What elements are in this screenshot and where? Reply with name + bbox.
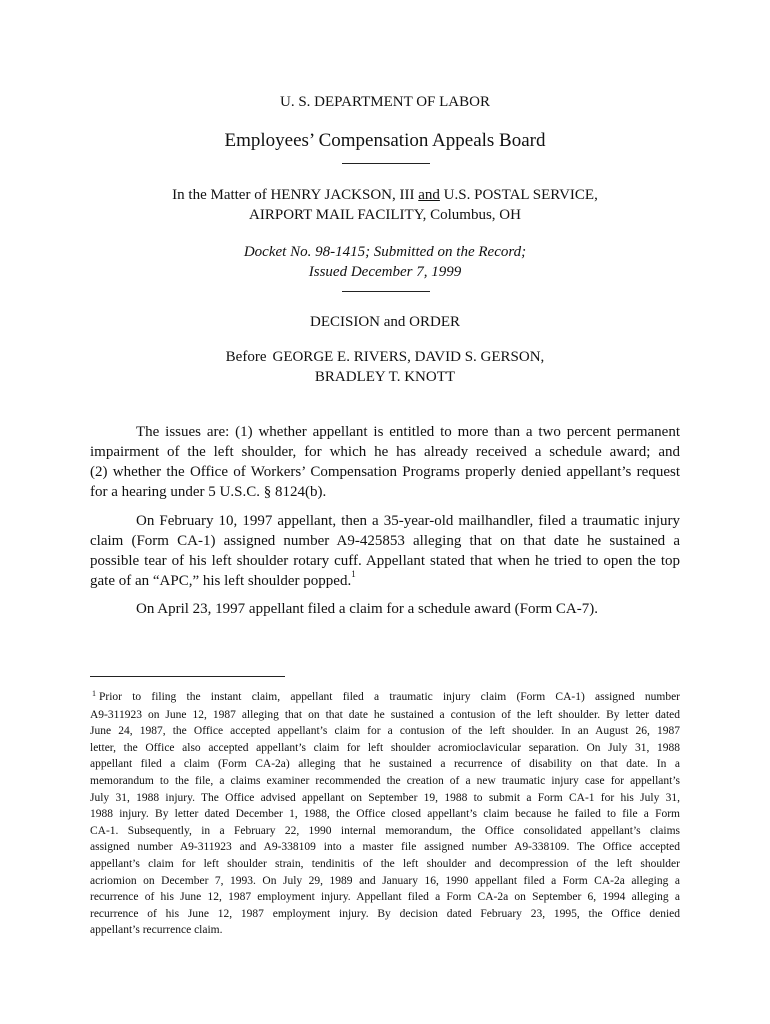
paragraph-line: The issues are: (1) whether appellant is entitled to more than a two percent permanent bbox=[136, 424, 680, 440]
paragraph-claim bbox=[90, 511, 680, 591]
docket-info bbox=[0, 242, 770, 282]
footnote-line: $^1$ Prior to filing the instant claim, appellant filed a traumatic injury claim (Form CA-1) assigned number bbox=[92, 689, 680, 703]
decision-title: DECISION and ORDER bbox=[310, 314, 460, 330]
footnote bbox=[90, 689, 680, 939]
footnote-line: letter, the Office also accepted appellant’s claim for left shoulder acromioclavicular separation. On July 31, 1988 bbox=[90, 741, 680, 754]
footnote-line: assigned number A9-311923 and A9-338109 into a master file assigned number A9-338109. The Office accepted bbox=[90, 841, 680, 854]
paragraph-line: possible tear of his left shoulder rotary cuff. Appellant stated that when he tried to open the top bbox=[90, 553, 680, 569]
title-divider bbox=[342, 163, 430, 164]
paragraph-line: gate of an “APC,” his left shoulder popped.$^1$ bbox=[90, 569, 356, 589]
footnote-line: June 24, 1987, the Office accepted appellant’s claim for a contusion of the left shoulder. In an August 26, 1987 bbox=[90, 725, 680, 738]
footnote-mark: 1 bbox=[92, 689, 96, 698]
case-caption-line-1: In the Matter of HENRY JACKSON, III and U.S. POSTAL SERVICE, bbox=[172, 187, 598, 203]
footnote-line: acriomion on December 7, 1993. On July 29, 1989 and January 16, 1990 appellant filed a Form CA-2a alleging a bbox=[90, 874, 680, 887]
panel-line-1: Before GEORGE E. RIVERS, DAVID S. GERSON, bbox=[225, 349, 545, 365]
case-caption-line-2: AIRPORT MAIL FACILITY, Columbus, OH bbox=[249, 207, 521, 223]
docket-line-1: Docket No. 98-1415; Submitted on the Record; bbox=[243, 244, 527, 260]
footnote-line: CA-1. Subsequently, in a February 22, 1990 internal memorandum, the Office consolidated appellant’s claims bbox=[90, 824, 680, 837]
underlined-and: and bbox=[418, 187, 440, 203]
agency-heading: U. S. DEPARTMENT OF LABOR bbox=[280, 94, 490, 110]
footnote-line: appellant filed a claim (Form CA-2a) alleging that he sustained a recurrence of disability on that date. In a bbox=[90, 758, 680, 771]
footnote-line: appellant’s recurrence claim. bbox=[90, 924, 223, 937]
footnote-reference[interactable]: 1 bbox=[351, 569, 356, 579]
paragraph-schedule-award bbox=[90, 599, 680, 619]
footnote-divider bbox=[90, 676, 285, 677]
footnote-line: appellant’s claim for left shoulder strain, tendinitis of the left shoulder and decompression of the left shoulder bbox=[90, 857, 680, 870]
board-title: Employees’ Compensation Appeals Board bbox=[224, 130, 546, 151]
paragraph-line: On April 23, 1997 appellant filed a claim for a schedule award (Form CA-7). bbox=[136, 601, 598, 617]
paragraph-line: for a hearing under 5 U.S.C. § 8124(b). bbox=[90, 484, 327, 500]
paragraph-line: On February 10, 1997 appellant, then a 35-year-old mailhandler, filed a traumatic injury bbox=[136, 513, 680, 529]
footnote-line: 1988 injury. By letter dated December 1, 1988, the Office closed appellant’s claim because he failed to file a Form bbox=[90, 808, 680, 821]
before-label: Before bbox=[225, 349, 267, 365]
paragraph-line: claim (Form CA-1) assigned number A9-425853 alleging that on that date he sustained a bbox=[90, 533, 680, 549]
footnote-line: July 31, 1988 injury. The Office advised appellant on September 19, 1988 to submit a Form CA-1 for his July 31, bbox=[90, 791, 680, 804]
footnote-line: recurrence of his June 12, 1987 employment injury. By decision dated February 23, 1995, the Office denied bbox=[90, 907, 680, 920]
footnote-line: memorandum to the file, a claims examiner recommended the creation of a new traumatic injury case for appellant’s bbox=[90, 774, 680, 787]
paragraph-line: (2) whether the Office of Workers’ Compensation Programs properly denied appellant’s request bbox=[90, 464, 680, 480]
paragraph-issues bbox=[90, 422, 680, 502]
case-caption bbox=[0, 185, 770, 225]
panel-members bbox=[0, 347, 770, 387]
footnote-line: A9-311923 on June 12, 1987 alleging that on that date he sustained a contusion of the left shoulder. By letter dated bbox=[90, 708, 680, 721]
panel-line-2: BRADLEY T. KNOTT bbox=[314, 369, 456, 385]
paragraph-line: impairment of the left shoulder, for which he has already received a schedule award; and bbox=[90, 444, 680, 460]
docket-divider bbox=[342, 291, 430, 292]
docket-line-2: Issued December 7, 1999 bbox=[308, 264, 462, 280]
footnote-line: recurrence of his June 12, 1987 employment injury. Appellant filed a Form CA-2a on September 6, 1994 alleging a bbox=[90, 891, 680, 904]
